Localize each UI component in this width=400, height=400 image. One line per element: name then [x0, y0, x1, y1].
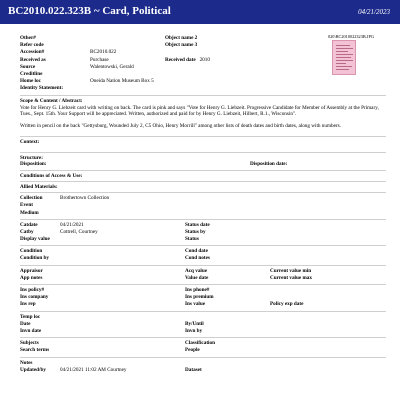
field-label: Object name 2 — [165, 35, 198, 41]
field-label: Cond notes — [185, 255, 210, 262]
condition-fields — [20, 248, 400, 262]
divider — [20, 284, 386, 285]
field-value: Walentowski, Gerald — [90, 63, 134, 70]
record-body — [0, 24, 400, 374]
divider — [20, 337, 386, 338]
insurance-fields — [20, 287, 400, 309]
inventory-fields — [20, 314, 400, 336]
field-label: Source — [20, 63, 36, 70]
subject-fields — [20, 340, 400, 354]
field-label: Ins rep — [20, 301, 36, 308]
field-value — [90, 42, 165, 49]
field-label: Creditline — [20, 70, 43, 77]
record-header — [0, 0, 400, 24]
field-label: Cond date — [185, 248, 208, 255]
image-filename: 020\BC2010022323B.JPG — [328, 34, 374, 39]
field-label: People — [185, 347, 200, 354]
divider — [20, 357, 386, 358]
field-label: Catby — [20, 228, 34, 235]
field-label: By/Until — [185, 320, 204, 327]
print-date: 04/21/2023 — [358, 8, 390, 16]
field-label: Appraisor — [20, 267, 43, 274]
divider — [20, 311, 386, 312]
catalog-fields — [20, 222, 400, 244]
field-label: Ins phone# — [185, 287, 210, 294]
field-label: Display value — [20, 236, 50, 243]
field-label: Subjects — [20, 340, 39, 347]
card-thumbnail[interactable] — [332, 40, 356, 75]
scope-label: Scope & Content / Abstract: — [20, 97, 83, 104]
field-label: Ins company — [20, 294, 49, 301]
field-label: Other# — [20, 35, 36, 41]
disposition-date-label: Disposition date: — [250, 161, 288, 168]
footer-fields — [20, 360, 400, 374]
field-label: Value date — [185, 274, 209, 281]
field-label: Invn date — [20, 327, 42, 334]
field-label: Date — [20, 320, 31, 327]
field-value: 04/21/2021 11:02 AM Courtney — [60, 366, 127, 373]
field-label: Event — [20, 202, 33, 209]
field-value: BC2010.022 — [90, 49, 117, 56]
field-label: Current value min — [270, 267, 312, 274]
field-label: Temp loc — [20, 313, 41, 320]
field-label: Ins policy# — [20, 287, 45, 294]
record-title: BC2010.022.323B ~ Card, Political — [8, 5, 171, 17]
field-label: Condition — [20, 248, 43, 255]
collection-fields — [20, 195, 400, 217]
field-label: Collection — [20, 195, 43, 202]
field-value — [90, 35, 165, 42]
field-label: Status date — [185, 221, 210, 228]
field-label: Received as — [20, 56, 46, 63]
divider — [20, 192, 386, 193]
field-value: Cottrell, Courtney — [60, 228, 98, 235]
field-label: Accession# — [20, 49, 45, 56]
field-value: Brothertown Collection — [60, 195, 110, 202]
divider — [20, 152, 386, 153]
field-label: Refer code — [20, 42, 44, 49]
field-value: 2010 — [199, 56, 210, 63]
context-label: Context: — [20, 138, 40, 145]
field-label: Current value max — [270, 274, 312, 281]
field-label: App notes — [20, 274, 43, 281]
field-label: Status — [185, 236, 199, 243]
field-label: Condition by — [20, 255, 49, 262]
field-value: 04/21/2021 — [60, 221, 84, 228]
structure-label: Structure: — [20, 154, 43, 161]
field-label: Home loc — [20, 78, 41, 85]
field-label: Dataset — [185, 366, 202, 373]
field-label: Ins premium — [185, 294, 214, 301]
scope-paragraph-1: Vote for Henry G. Liebzeit card with writing on back. The card is pink and says "Vote for Henry G. Liebzeit. Progressive Candidate for Member of Assembly at the Primary, Tues., Sept. 15th. Your Support will be appreciated. Written, authorized and paid for by Henry G. Liebzeit, Hilbert, R.1., Wisconsin". — [20, 104, 379, 118]
field-label: Ins value — [185, 301, 206, 308]
conditions-label: Conditions of Access & Use: — [20, 172, 83, 179]
field-label: Acq value — [185, 267, 208, 274]
field-label: Notes — [20, 359, 33, 366]
field-label: Updated/by — [20, 366, 46, 373]
divider — [20, 219, 386, 220]
divider — [20, 170, 386, 171]
allied-label: Allied Materials: — [20, 183, 58, 190]
field-value: Purchase — [90, 56, 109, 63]
scope-paragraph-2: Written in pencil on the back "Gettysburg, Wounded July 2, C5 Ohio, Henry Morrill" among other lists of death dates and birth dates, along with numbers. — [20, 123, 341, 130]
divider — [20, 136, 386, 137]
field-label: Identity Statement: — [20, 85, 64, 92]
field-label: Policy exp date — [270, 301, 304, 308]
field-label: Invn by — [185, 327, 203, 334]
field-label: Object name 3 — [165, 42, 198, 49]
divider — [20, 95, 386, 96]
divider — [20, 265, 386, 266]
field-label: Search terms — [20, 347, 50, 354]
appraisal-fields — [20, 268, 400, 282]
field-label: Status by — [185, 228, 206, 235]
field-value: Oneida Nation Museum Box 5 — [90, 78, 154, 85]
divider — [20, 245, 386, 246]
disposition-label: Disposition: — [20, 161, 47, 168]
field-label: Catdate — [20, 221, 38, 228]
field-label: Classification — [185, 340, 215, 347]
divider — [20, 181, 386, 182]
field-label: Medium — [20, 209, 39, 216]
field-label: Received date — [165, 56, 196, 63]
